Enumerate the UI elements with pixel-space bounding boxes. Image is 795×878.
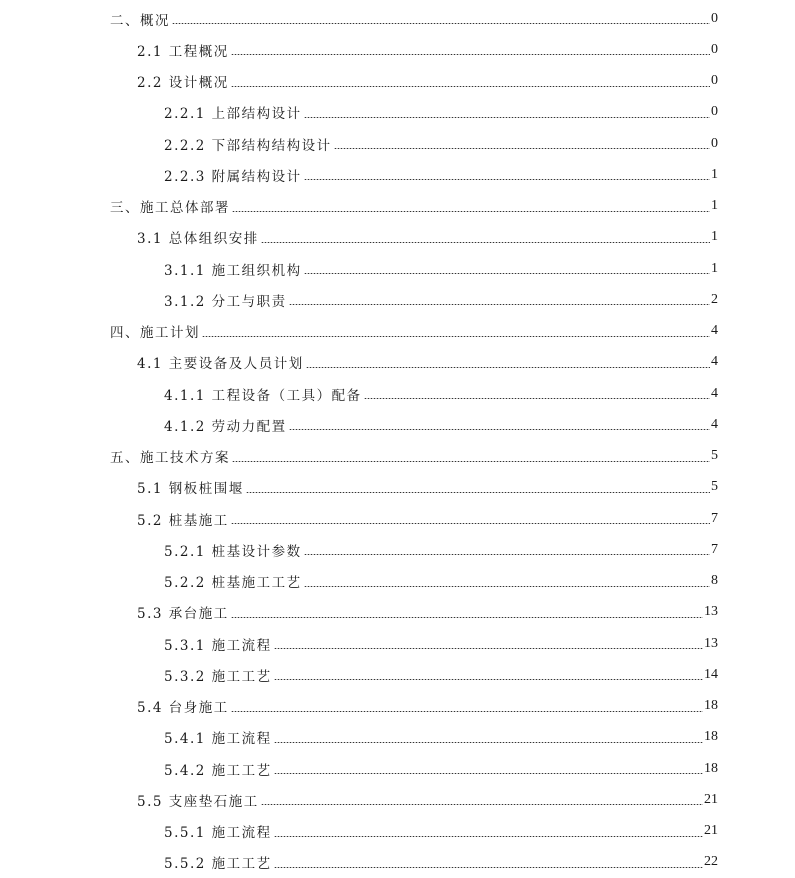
toc-entry-page-number: 1 [711, 260, 718, 276]
toc-entry-title: 5.4 台身施工 [137, 700, 229, 717]
toc-entry-title: 2.1 工程概况 [137, 43, 229, 60]
toc-entry-page-number: 0 [711, 104, 718, 120]
toc-entry-link[interactable] [137, 66, 718, 97]
toc-entry-link[interactable] [137, 597, 718, 628]
toc-entry-title: 4.1.2 劳动力配置 [164, 418, 287, 435]
toc-entry-link[interactable] [137, 347, 718, 378]
toc-dot-leader [289, 304, 710, 305]
toc-entry-page-number: 1 [711, 229, 718, 245]
toc-entry-page-number: 0 [711, 10, 718, 26]
toc-entry-page-number: 18 [704, 698, 718, 714]
toc-entry-level-2[interactable] [0, 597, 795, 628]
toc-entry-page-number: 1 [711, 166, 718, 182]
toc-entry-link[interactable] [137, 472, 718, 503]
toc-entry-page-number: 2 [711, 291, 718, 307]
toc-entry-level-3[interactable] [0, 128, 795, 159]
toc-entry-level-3[interactable] [0, 409, 795, 440]
toc-entry-link[interactable] [164, 659, 718, 690]
toc-entry-title: 5.5.2 施工工艺 [164, 856, 272, 873]
toc-entry-title: 5.3.1 施工流程 [164, 637, 272, 654]
toc-entry-page-number: 1 [711, 198, 718, 214]
toc-dot-leader [304, 179, 710, 180]
toc-entry-page-number: 18 [704, 760, 718, 776]
toc-entry-link[interactable] [164, 159, 718, 190]
toc-dot-leader [274, 773, 703, 774]
toc-entry-level-2[interactable] [0, 34, 795, 65]
toc-dot-leader [304, 586, 710, 587]
toc-entry-title: 5.3.2 施工工艺 [164, 668, 272, 685]
toc-entry-link[interactable] [164, 722, 718, 753]
toc-entry-level-3[interactable] [0, 284, 795, 315]
toc-entry-title: 2.2 设计概况 [137, 75, 229, 92]
toc-dot-leader [202, 336, 710, 337]
toc-entry-level-1[interactable] [0, 441, 795, 472]
toc-entry-title: 3.1 总体组织安排 [137, 231, 259, 248]
toc-entry-level-2[interactable] [0, 66, 795, 97]
toc-dot-leader [304, 117, 710, 118]
toc-dot-leader [364, 398, 710, 399]
toc-entry-title: 5.1 钢板桩围堰 [137, 481, 244, 498]
toc-entry-page-number: 7 [711, 541, 718, 557]
toc-entry-link[interactable] [164, 128, 718, 159]
toc-entry-level-3[interactable] [0, 378, 795, 409]
toc-entry-link[interactable] [137, 34, 718, 65]
toc-entry-link[interactable] [137, 503, 718, 534]
toc-entry-link[interactable] [110, 316, 718, 347]
toc-entry-link[interactable] [164, 284, 718, 315]
toc-entry-page-number: 21 [704, 791, 718, 807]
toc-entry-page-number: 0 [711, 73, 718, 89]
toc-entry-page-number: 13 [704, 604, 718, 620]
toc-entry-link[interactable] [110, 3, 718, 34]
toc-entry-level-1[interactable] [0, 191, 795, 222]
toc-dot-leader [231, 86, 710, 87]
toc-dot-leader [261, 804, 703, 805]
toc-entry-link[interactable] [137, 691, 718, 722]
toc-entry-title: 5.2.2 桩基施工工艺 [164, 575, 302, 592]
toc-entry-title: 5.5 支座垫石施工 [137, 793, 259, 810]
toc-dot-leader [334, 148, 710, 149]
toc-entry-title: 4.1.1 工程设备（工具）配备 [164, 387, 362, 404]
toc-dot-leader [289, 429, 710, 430]
toc-entry-title: 2.2.3 附属结构设计 [164, 168, 302, 185]
toc-entry-level-2[interactable] [0, 472, 795, 503]
toc-entry-title: 5.2.1 桩基设计参数 [164, 543, 302, 560]
toc-entry-level-3[interactable] [0, 722, 795, 753]
toc-entry-page-number: 4 [711, 354, 718, 370]
toc-entry-title: 三、施工总体部署 [110, 200, 230, 217]
toc-entry-title: 2.2.2 下部结构结构设计 [164, 137, 332, 154]
toc-dot-leader [274, 648, 703, 649]
toc-entry-link[interactable] [164, 378, 718, 409]
toc-entry-level-3[interactable] [0, 534, 795, 565]
toc-entry-link[interactable] [110, 441, 718, 472]
toc-entry-link[interactable] [110, 191, 718, 222]
toc-entry-level-2[interactable] [0, 503, 795, 534]
toc-dot-leader [232, 461, 710, 462]
toc-entry-page-number: 21 [704, 823, 718, 839]
table-of-contents [0, 3, 795, 878]
toc-entry-page-number: 7 [711, 510, 718, 526]
toc-entry-page-number: 0 [711, 135, 718, 151]
toc-entry-page-number: 14 [704, 666, 718, 682]
toc-entry-level-3[interactable] [0, 847, 795, 878]
toc-entry-page-number: 4 [711, 385, 718, 401]
toc-dot-leader [304, 554, 710, 555]
toc-entry-page-number: 0 [711, 41, 718, 57]
toc-entry-level-2[interactable] [0, 222, 795, 253]
toc-dot-leader [274, 742, 703, 743]
toc-entry-link[interactable] [164, 97, 718, 128]
toc-entry-level-1[interactable] [0, 316, 795, 347]
toc-entry-level-3[interactable] [0, 753, 795, 784]
toc-entry-title: 5.2 桩基施工 [137, 512, 229, 529]
toc-dot-leader [231, 54, 710, 55]
toc-dot-leader [231, 523, 710, 524]
toc-entry-level-2[interactable] [0, 784, 795, 815]
toc-entry-page-number: 5 [711, 448, 718, 464]
toc-entry-page-number: 8 [711, 573, 718, 589]
toc-entry-level-2[interactable] [0, 347, 795, 378]
toc-dot-leader [172, 23, 710, 24]
toc-entry-level-3[interactable] [0, 659, 795, 690]
toc-entry-level-3[interactable] [0, 628, 795, 659]
toc-entry-level-3[interactable] [0, 816, 795, 847]
toc-entry-link[interactable] [164, 409, 718, 440]
toc-entry-title: 二、概况 [110, 12, 170, 29]
toc-entry-page-number: 4 [711, 323, 718, 339]
toc-entry-link[interactable] [164, 566, 718, 597]
toc-entry-title: 4.1 主要设备及人员计划 [137, 356, 304, 373]
toc-dot-leader [274, 679, 703, 680]
toc-entry-page-number: 22 [704, 854, 718, 870]
toc-entry-page-number: 4 [711, 416, 718, 432]
toc-entry-title: 五、施工技术方案 [110, 450, 230, 467]
toc-dot-leader [261, 242, 710, 243]
toc-entry-page-number: 13 [704, 635, 718, 651]
toc-entry-link[interactable] [137, 222, 718, 253]
toc-entry-title: 5.3 承台施工 [137, 606, 229, 623]
toc-dot-leader [304, 273, 710, 274]
toc-dot-leader [274, 867, 703, 868]
toc-entry-title: 3.1.2 分工与职责 [164, 293, 287, 310]
toc-dot-leader [274, 836, 703, 837]
toc-entry-title: 3.1.1 施工组织机构 [164, 262, 302, 279]
toc-entry-page-number: 5 [711, 479, 718, 495]
toc-dot-leader [231, 617, 703, 618]
toc-entry-link[interactable] [164, 753, 718, 784]
toc-entry-level-2[interactable] [0, 691, 795, 722]
toc-entry-link[interactable] [137, 784, 718, 815]
toc-dot-leader [231, 711, 703, 712]
toc-entry-level-3[interactable] [0, 566, 795, 597]
toc-entry-title: 5.5.1 施工流程 [164, 825, 272, 842]
toc-dot-leader [246, 492, 710, 493]
toc-entry-level-3[interactable] [0, 97, 795, 128]
toc-dot-leader [306, 367, 710, 368]
toc-dot-leader [232, 211, 710, 212]
toc-entry-link[interactable] [164, 847, 718, 878]
toc-entry-link[interactable] [164, 628, 718, 659]
toc-entry-level-1[interactable] [0, 3, 795, 34]
toc-entry-title: 5.4.1 施工流程 [164, 731, 272, 748]
toc-entry-level-3[interactable] [0, 159, 795, 190]
toc-entry-link[interactable] [164, 534, 718, 565]
toc-entry-title: 四、施工计划 [110, 325, 200, 342]
toc-entry-level-3[interactable] [0, 253, 795, 284]
toc-entry-title: 2.2.1 上部结构设计 [164, 106, 302, 123]
toc-entry-title: 5.4.2 施工工艺 [164, 762, 272, 779]
toc-entry-link[interactable] [164, 253, 718, 284]
toc-entry-link[interactable] [164, 816, 718, 847]
toc-entry-page-number: 18 [704, 729, 718, 745]
